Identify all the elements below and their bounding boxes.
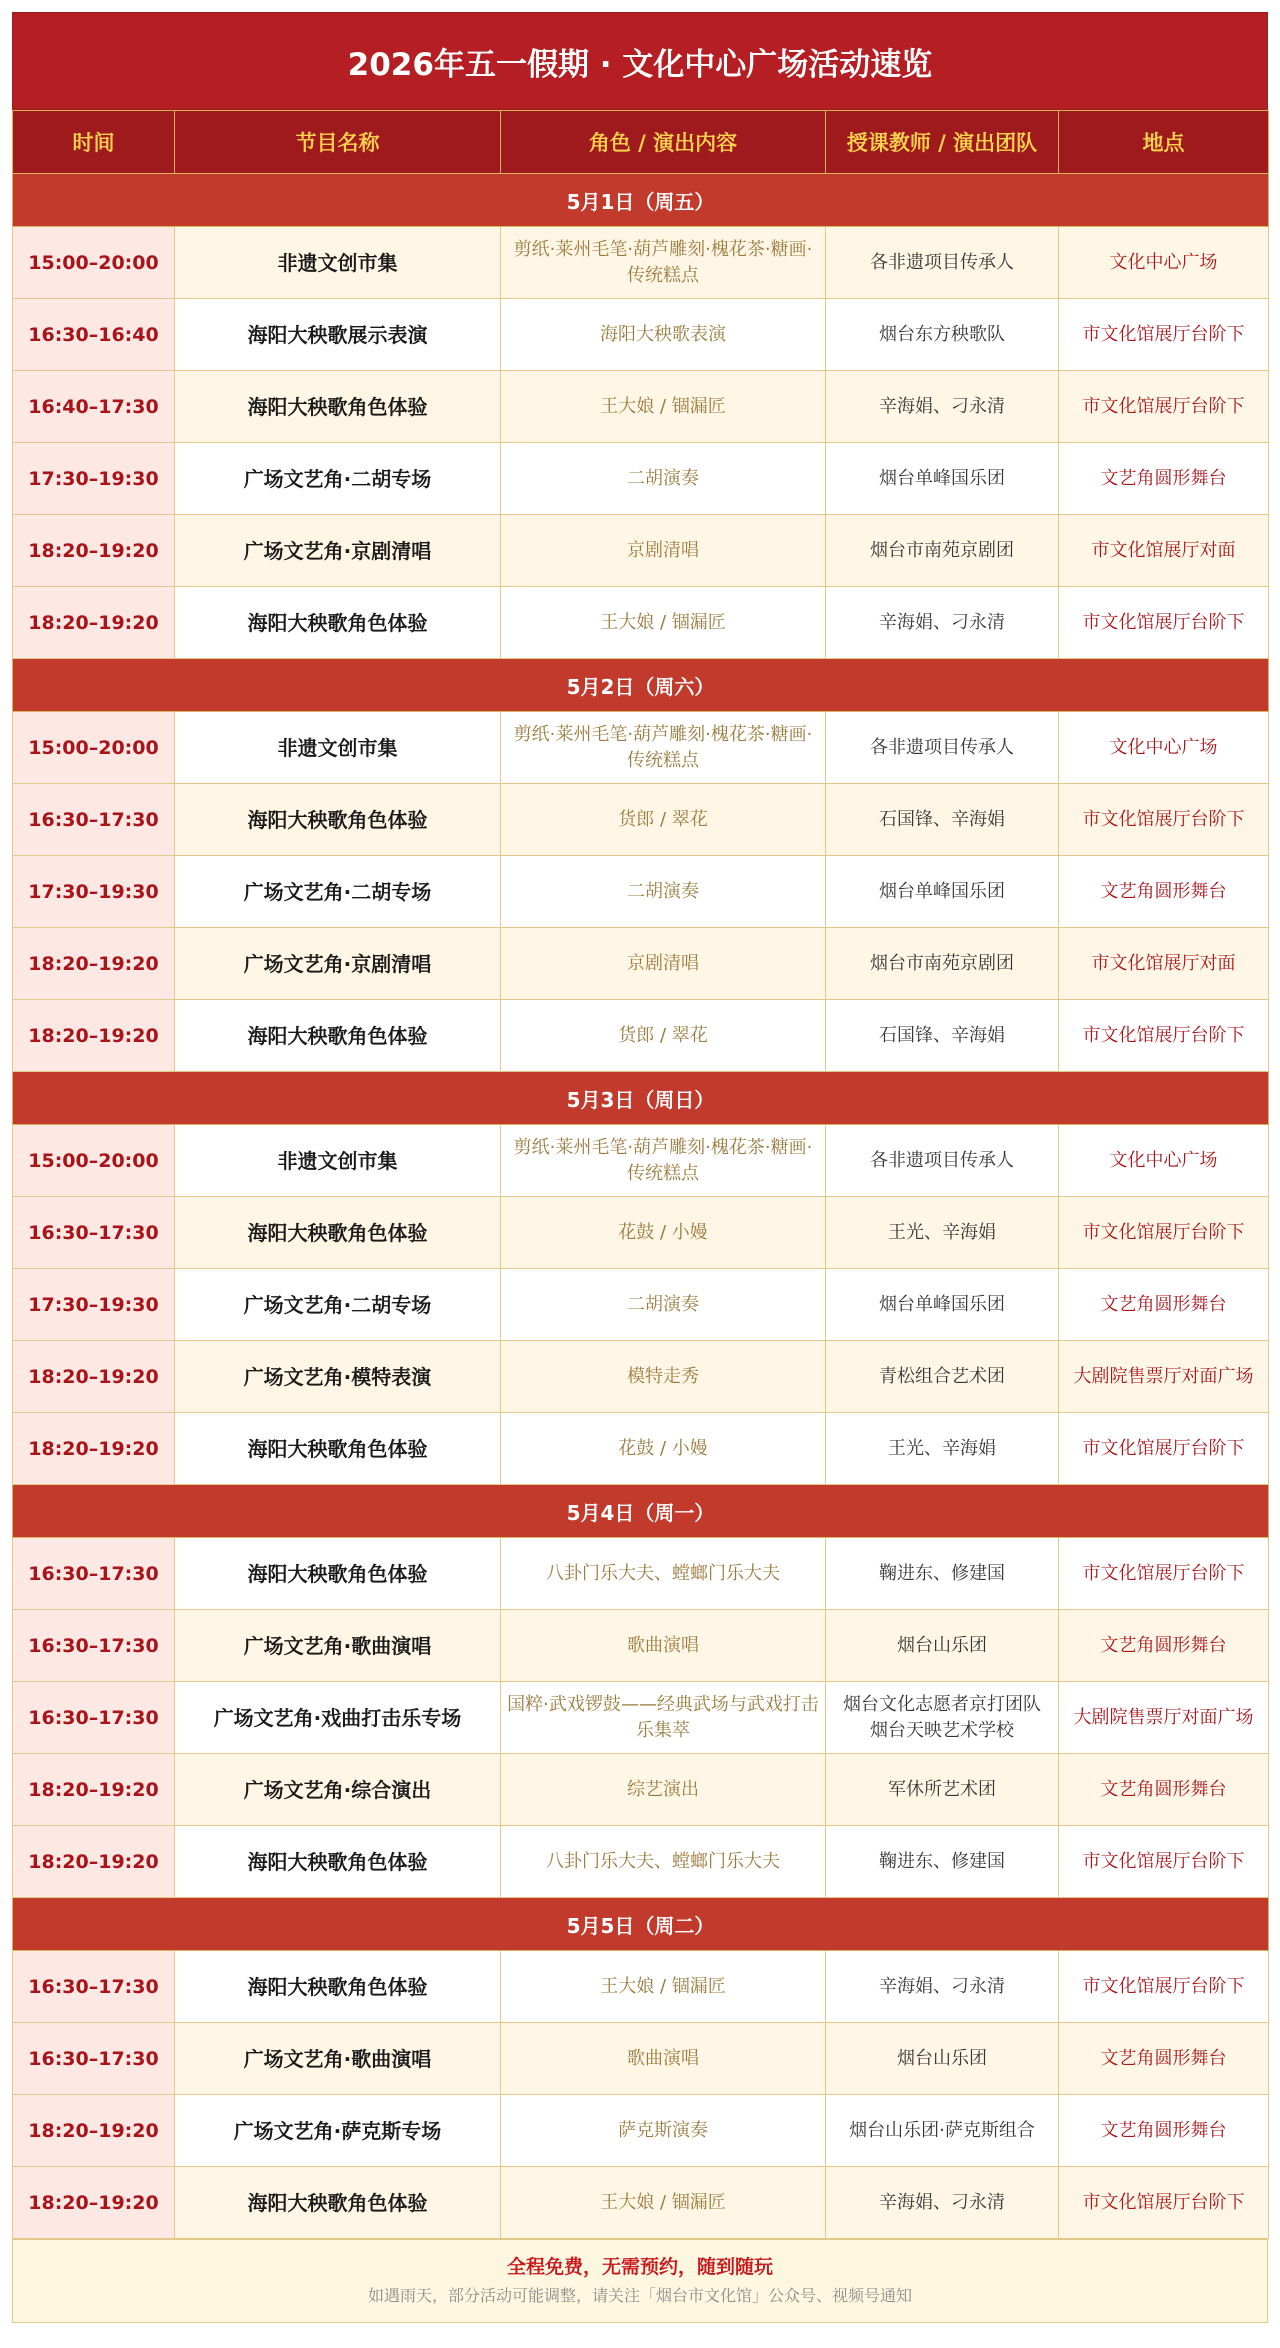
program-cell: 广场文艺角·模特表演 [175,1341,501,1413]
location-cell: 市文化馆展厅台阶下 [1059,587,1269,659]
location-cell: 文艺角圆形舞台 [1059,1610,1269,1682]
day-header: 5月3日（周日） [13,1072,1269,1125]
teacher-cell: 鞠进东、修建国 [826,1826,1059,1898]
role-cell: 歌曲演唱 [501,2023,826,2095]
program-cell: 广场文艺角·歌曲演唱 [175,2023,501,2095]
role-cell: 二胡演奏 [501,1269,826,1341]
day-header-row [13,1898,1269,1951]
footer-note [12,2239,1268,2323]
time-cell: 16:30–16:40 [13,299,175,371]
role-cell: 王大娘 / 锢漏匠 [501,587,826,659]
program-cell: 海阳大秧歌角色体验 [175,1000,501,1072]
role-cell: 国粹·武戏锣鼓——经典武场与武戏打击乐集萃 [501,1682,826,1754]
table-row [13,1951,1269,2023]
teacher-cell: 军休所艺术团 [826,1754,1059,1826]
time-cell: 16:30–17:30 [13,1610,175,1682]
teacher-cell: 烟台山乐团 [826,2023,1059,2095]
teacher-cell: 石国锋、辛海娟 [826,1000,1059,1072]
table-row [13,587,1269,659]
program-cell: 非遗文创市集 [175,1125,501,1197]
program-cell: 海阳大秧歌展示表演 [175,299,501,371]
location-cell: 文艺角圆形舞台 [1059,1269,1269,1341]
program-cell: 广场文艺角·戏曲打击乐专场 [175,1682,501,1754]
role-cell: 剪纸·莱州毛笔·葫芦雕刻·槐花茶·糖画·传统糕点 [501,712,826,784]
location-cell: 市文化馆展厅台阶下 [1059,1413,1269,1485]
table-row [13,2023,1269,2095]
time-cell: 18:20–19:20 [13,2095,175,2167]
teacher-cell: 鞠进东、修建国 [826,1538,1059,1610]
location-cell: 市文化馆展厅台阶下 [1059,1538,1269,1610]
time-cell: 18:20–19:20 [13,1754,175,1826]
role-cell: 京剧清唱 [501,928,826,1000]
role-cell: 王大娘 / 锢漏匠 [501,2167,826,2239]
time-cell: 18:20–19:20 [13,1341,175,1413]
teacher-cell: 烟台单峰国乐团 [826,1269,1059,1341]
time-cell: 17:30–19:30 [13,1269,175,1341]
teacher-cell: 辛海娟、刁永清 [826,2167,1059,2239]
time-cell: 15:00–20:00 [13,227,175,299]
location-cell: 文艺角圆形舞台 [1059,443,1269,515]
time-cell: 16:30–17:30 [13,1682,175,1754]
program-cell: 海阳大秧歌角色体验 [175,1413,501,1485]
location-cell: 大剧院售票厅对面广场 [1059,1682,1269,1754]
role-cell: 海阳大秧歌表演 [501,299,826,371]
table-row [13,1682,1269,1754]
page-title: 2026年五一假期 · 文化中心广场活动速览 [12,12,1268,110]
table-row [13,2167,1269,2239]
header-row [13,111,1269,174]
role-cell: 花鼓 / 小嫚 [501,1413,826,1485]
day-header: 5月5日（周二） [13,1898,1269,1951]
table-row [13,928,1269,1000]
header-location: 地点 [1059,111,1269,174]
role-cell: 王大娘 / 锢漏匠 [501,1951,826,2023]
teacher-cell: 王光、辛海娟 [826,1197,1059,1269]
location-cell: 文化中心广场 [1059,227,1269,299]
program-cell: 海阳大秧歌角色体验 [175,1951,501,2023]
program-cell: 海阳大秧歌角色体验 [175,1826,501,1898]
time-cell: 18:20–19:20 [13,1826,175,1898]
location-cell: 大剧院售票厅对面广场 [1059,1341,1269,1413]
role-cell: 模特走秀 [501,1341,826,1413]
role-cell: 八卦门乐大夫、螳螂门乐大夫 [501,1826,826,1898]
table-row [13,1610,1269,1682]
teacher-cell: 辛海娟、刁永清 [826,371,1059,443]
teacher-cell: 各非遗项目传承人 [826,1125,1059,1197]
time-cell: 16:30–17:30 [13,1951,175,2023]
time-cell: 18:20–19:20 [13,928,175,1000]
table-row [13,1269,1269,1341]
time-cell: 15:00–20:00 [13,712,175,784]
teacher-cell: 石国锋、辛海娟 [826,784,1059,856]
role-cell: 京剧清唱 [501,515,826,587]
day-header-row [13,1072,1269,1125]
location-cell: 市文化馆展厅对面 [1059,928,1269,1000]
schedule-sheet [12,12,1268,2323]
program-cell: 广场文艺角·京剧清唱 [175,515,501,587]
time-cell: 16:30–17:30 [13,784,175,856]
program-cell: 海阳大秧歌角色体验 [175,2167,501,2239]
program-cell: 广场文艺角·京剧清唱 [175,928,501,1000]
teacher-cell: 烟台东方秧歌队 [826,299,1059,371]
program-cell: 海阳大秧歌角色体验 [175,371,501,443]
role-cell: 二胡演奏 [501,443,826,515]
role-cell: 综艺演出 [501,1754,826,1826]
program-cell: 海阳大秧歌角色体验 [175,1197,501,1269]
time-cell: 15:00–20:00 [13,1125,175,1197]
location-cell: 文艺角圆形舞台 [1059,2023,1269,2095]
teacher-cell: 烟台市南苑京剧团 [826,928,1059,1000]
teacher-cell: 烟台单峰国乐团 [826,856,1059,928]
day-header: 5月1日（周五） [13,174,1269,227]
time-cell: 17:30–19:30 [13,443,175,515]
table-row [13,1197,1269,1269]
location-cell: 市文化馆展厅台阶下 [1059,1197,1269,1269]
teacher-cell: 各非遗项目传承人 [826,227,1059,299]
teacher-cell: 烟台文化志愿者京打团队 烟台天映艺术学校 [826,1682,1059,1754]
location-cell: 市文化馆展厅台阶下 [1059,1951,1269,2023]
day-header-row [13,174,1269,227]
day-header: 5月2日（周六） [13,659,1269,712]
header-role: 角色 / 演出内容 [501,111,826,174]
role-cell: 二胡演奏 [501,856,826,928]
header-time: 时间 [13,111,175,174]
time-cell: 18:20–19:20 [13,2167,175,2239]
program-cell: 广场文艺角·歌曲演唱 [175,1610,501,1682]
schedule-table [12,110,1269,2239]
time-cell: 18:20–19:20 [13,587,175,659]
time-cell: 18:20–19:20 [13,1413,175,1485]
schedule-body [13,174,1269,2239]
table-row [13,1000,1269,1072]
program-cell: 广场文艺角·二胡专场 [175,856,501,928]
time-cell: 16:30–17:30 [13,1197,175,1269]
location-cell: 市文化馆展厅台阶下 [1059,1000,1269,1072]
table-row [13,371,1269,443]
role-cell: 花鼓 / 小嫚 [501,1197,826,1269]
teacher-cell: 烟台单峰国乐团 [826,443,1059,515]
program-cell: 海阳大秧歌角色体验 [175,1538,501,1610]
location-cell: 市文化馆展厅台阶下 [1059,784,1269,856]
table-row [13,712,1269,784]
location-cell: 市文化馆展厅台阶下 [1059,371,1269,443]
program-cell: 广场文艺角·二胡专场 [175,443,501,515]
teacher-cell: 烟台山乐团·萨克斯组合 [826,2095,1059,2167]
location-cell: 文艺角圆形舞台 [1059,2095,1269,2167]
time-cell: 16:40–17:30 [13,371,175,443]
footer-free-note: 全程免费，无需预约，随到随玩 [506,2256,773,2278]
header-program: 节目名称 [175,111,501,174]
time-cell: 16:30–17:30 [13,2023,175,2095]
role-cell: 萨克斯演奏 [501,2095,826,2167]
role-cell: 王大娘 / 锢漏匠 [501,371,826,443]
location-cell: 市文化馆展厅台阶下 [1059,2167,1269,2239]
teacher-cell: 王光、辛海娟 [826,1413,1059,1485]
table-row [13,1341,1269,1413]
role-cell: 剪纸·莱州毛笔·葫芦雕刻·槐花茶·糖画·传统糕点 [501,1125,826,1197]
table-row [13,1538,1269,1610]
table-row [13,1413,1269,1485]
program-cell: 广场文艺角·综合演出 [175,1754,501,1826]
program-cell: 广场文艺角·二胡专场 [175,1269,501,1341]
role-cell: 货郎 / 翠花 [501,1000,826,1072]
role-cell: 歌曲演唱 [501,1610,826,1682]
teacher-cell: 烟台市南苑京剧团 [826,515,1059,587]
table-row [13,784,1269,856]
table-row [13,856,1269,928]
program-cell: 海阳大秧歌角色体验 [175,587,501,659]
table-row [13,227,1269,299]
table-row [13,299,1269,371]
teacher-cell: 青松组合艺术团 [826,1341,1059,1413]
time-cell: 18:20–19:20 [13,515,175,587]
role-cell: 八卦门乐大夫、螳螂门乐大夫 [501,1538,826,1610]
program-cell: 非遗文创市集 [175,712,501,784]
location-cell: 文艺角圆形舞台 [1059,856,1269,928]
table-row [13,1754,1269,1826]
location-cell: 市文化馆展厅台阶下 [1059,299,1269,371]
table-row [13,515,1269,587]
teacher-cell: 辛海娟、刁永清 [826,587,1059,659]
teacher-cell: 辛海娟、刁永清 [826,1951,1059,2023]
location-cell: 市文化馆展厅台阶下 [1059,1826,1269,1898]
location-cell: 市文化馆展厅对面 [1059,515,1269,587]
day-header-row [13,1485,1269,1538]
time-cell: 17:30–19:30 [13,856,175,928]
day-header-row [13,659,1269,712]
program-cell: 广场文艺角·萨克斯专场 [175,2095,501,2167]
teacher-cell: 烟台山乐团 [826,1610,1059,1682]
table-row [13,1125,1269,1197]
table-row [13,2095,1269,2167]
location-cell: 文化中心广场 [1059,1125,1269,1197]
day-header: 5月4日（周一） [13,1485,1269,1538]
program-cell: 非遗文创市集 [175,227,501,299]
role-cell: 剪纸·莱州毛笔·葫芦雕刻·槐花茶·糖画·传统糕点 [501,227,826,299]
time-cell: 18:20–19:20 [13,1000,175,1072]
time-cell: 16:30–17:30 [13,1538,175,1610]
table-row [13,1826,1269,1898]
header-teacher: 授课教师 / 演出团队 [826,111,1059,174]
footer-rain-note: 如遇雨天，部分活动可能调整，请关注「烟台市文化馆」公众号、视频号通知 [367,2286,912,2305]
program-cell: 海阳大秧歌角色体验 [175,784,501,856]
location-cell: 文艺角圆形舞台 [1059,1754,1269,1826]
table-row [13,443,1269,515]
location-cell: 文化中心广场 [1059,712,1269,784]
role-cell: 货郎 / 翠花 [501,784,826,856]
teacher-cell: 各非遗项目传承人 [826,712,1059,784]
